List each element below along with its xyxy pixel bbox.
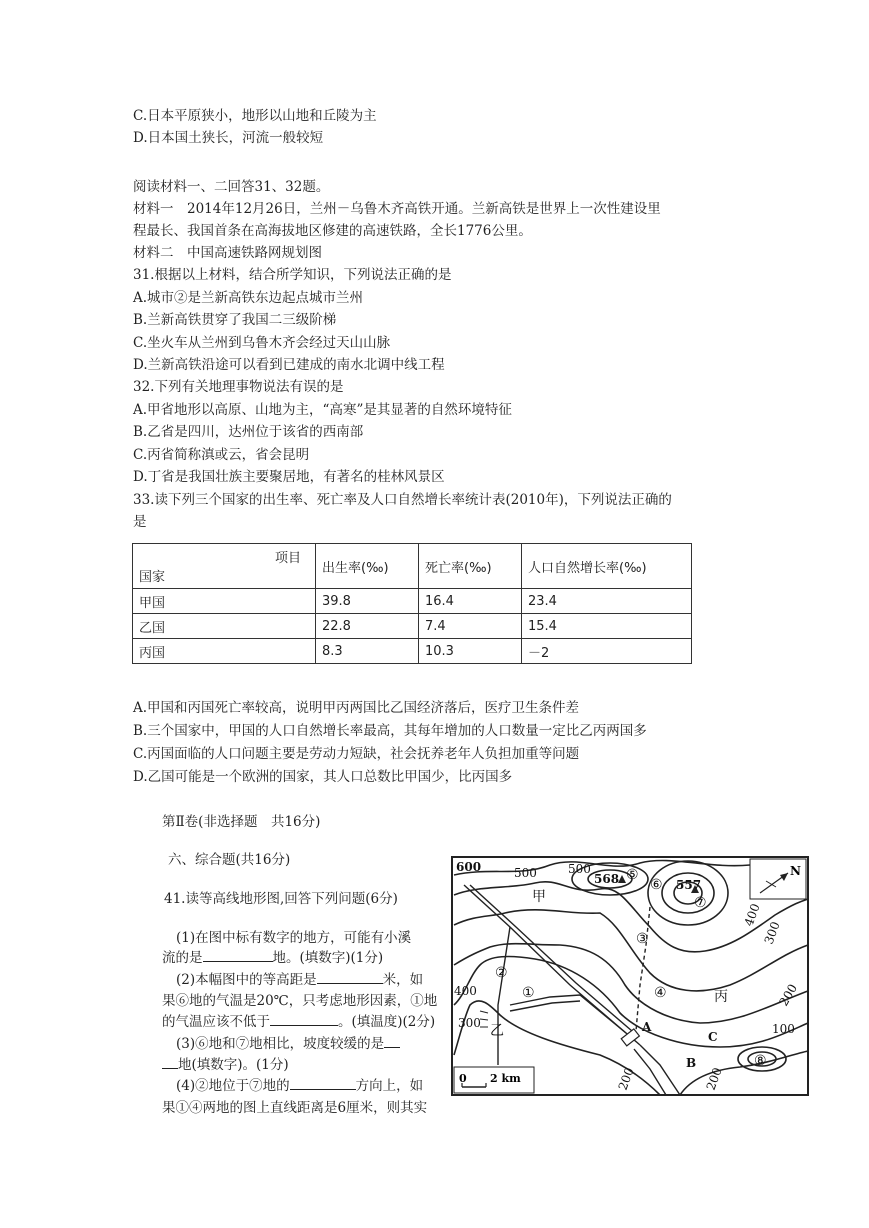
marker-6: ⑥ bbox=[650, 877, 663, 893]
place-jia: 甲 bbox=[532, 889, 546, 905]
question-31: 31.根据以上材料，结合所学知识，下列说法正确的是 bbox=[133, 267, 452, 283]
answer-blank-2[interactable] bbox=[317, 969, 383, 984]
table-header-diagonal bbox=[133, 544, 316, 589]
contour-label: 500 bbox=[568, 862, 591, 876]
peak-elevation: 557 bbox=[676, 878, 702, 892]
marker-2: ② bbox=[495, 965, 508, 981]
contour-label: 500 bbox=[514, 866, 537, 880]
q41-text: 的气温应该不低于 bbox=[162, 1014, 270, 1030]
q41-part3-line2 bbox=[162, 1054, 289, 1076]
table-row bbox=[133, 614, 692, 639]
value-cell: 23.4 bbox=[522, 589, 692, 614]
value-cell: 16.4 bbox=[419, 589, 522, 614]
column-header: 人口自然增长率(‰) bbox=[522, 544, 692, 589]
population-table bbox=[132, 543, 692, 664]
q41-text: (2)本幅图中的等高距是 bbox=[176, 972, 317, 988]
question-41-title: 41.读等高线地形图,回答下列问题(6分) bbox=[164, 891, 398, 907]
option-33d: D.乙国可能是一个欧洲的国家，其人口总数比甲国少，比丙国多 bbox=[133, 769, 513, 785]
contour-map bbox=[450, 855, 812, 1100]
marker-4: ④ bbox=[654, 985, 667, 1001]
q41-part1-line1: (1)在图中标有数字的地方，可能有小溪 bbox=[176, 930, 412, 946]
question-33-cont: 是 bbox=[133, 514, 147, 530]
place-bing: 丙 bbox=[714, 989, 728, 1005]
q41-part4-line2: 果①④两地的图上直线距离是6厘米，则其实 bbox=[162, 1100, 428, 1116]
header-country: 国家 bbox=[139, 570, 166, 585]
question-32: 32.下列有关地理事物说法有误的是 bbox=[133, 379, 344, 395]
header-item: 项目 bbox=[274, 551, 301, 566]
q41-text: 流的是 bbox=[162, 950, 203, 966]
marker-3: ③ bbox=[636, 931, 649, 947]
answer-blank-4b[interactable] bbox=[162, 1054, 178, 1069]
q41-text: 地(填数字)。(1分) bbox=[178, 1057, 289, 1073]
scale-label: 2 km bbox=[490, 1072, 521, 1085]
table-row bbox=[133, 589, 692, 614]
place-b: B bbox=[686, 1056, 697, 1070]
answer-blank-3[interactable] bbox=[270, 1011, 338, 1026]
question-33: 33.读下列三个国家的出生率、死亡率及人口自然增长率统计表(2010年)，下列说法正确的 bbox=[133, 492, 672, 508]
answer-blank-1[interactable] bbox=[203, 947, 273, 962]
column-header: 死亡率(‰) bbox=[419, 544, 522, 589]
option-32c: C.丙省简称滇或云，省会昆明 bbox=[133, 447, 310, 463]
q41-part2-line2: 果⑥地的气温是20℃，只考虑地形因素，①地 bbox=[162, 993, 438, 1009]
q41-text: 。(填温度)(2分) bbox=[338, 1014, 436, 1030]
q41-text: 地。(填数字)(1分) bbox=[272, 950, 384, 966]
contour-label: 400 bbox=[741, 901, 763, 929]
section-2-heading: 第Ⅱ卷(非选择题 共16分) bbox=[162, 814, 321, 830]
value-cell: －2 bbox=[522, 639, 692, 664]
marker-5: ⑤ bbox=[626, 867, 639, 883]
q41-part4-line1 bbox=[176, 1075, 423, 1097]
contour-label: 100 bbox=[772, 1022, 795, 1036]
q41-part2-line1 bbox=[176, 969, 423, 991]
option-33c: C.丙国面临的人口问题主要是劳动力短缺，社会抚养老年人负担加重等问题 bbox=[133, 746, 580, 762]
option-31b: B.兰新高铁贯穿了我国二三级阶梯 bbox=[133, 312, 337, 328]
option-31c: C.坐火车从兰州到乌鲁木齐会经过天山山脉 bbox=[133, 335, 391, 351]
answer-blank-4a[interactable] bbox=[384, 1033, 400, 1048]
option-32d: D.丁省是我国壮族主要聚居地，有著名的桂林风景区 bbox=[133, 469, 445, 485]
column-header: 出生率(‰) bbox=[316, 544, 419, 589]
scale-zero: 0 bbox=[459, 1072, 467, 1085]
material-two: 材料二 中国高速铁路网规划图 bbox=[133, 245, 322, 261]
q41-text: (3)⑥地和⑦地相比，坡度较缓的是 bbox=[176, 1036, 385, 1052]
country-cell: 乙国 bbox=[133, 614, 316, 639]
value-cell: 15.4 bbox=[522, 614, 692, 639]
option-33a: A.甲国和丙国死亡率较高，说明甲丙两国比乙国经济落后，医疗卫生条件差 bbox=[133, 700, 580, 716]
marker-1: ① bbox=[522, 985, 535, 1001]
place-a: A bbox=[642, 1020, 652, 1034]
marker-8: ⑧ bbox=[754, 1053, 767, 1069]
contour-label: 300 bbox=[458, 1016, 481, 1030]
q41-part1-line2 bbox=[162, 947, 383, 969]
q41-part2-line3 bbox=[162, 1011, 435, 1033]
table-row bbox=[133, 639, 692, 664]
contour-label: 200 bbox=[703, 1065, 725, 1093]
contour-label: 200 bbox=[615, 1065, 637, 1093]
contour-label: 600 bbox=[456, 860, 482, 874]
place-c: C bbox=[708, 1030, 718, 1044]
country-cell: 丙国 bbox=[133, 639, 316, 664]
q41-text: 米，如 bbox=[382, 972, 424, 988]
q41-text: (4)②地位于⑦地的 bbox=[176, 1078, 290, 1094]
reading-instruction: 阅读材料一、二回答31、32题。 bbox=[133, 179, 330, 195]
value-cell: 10.3 bbox=[419, 639, 522, 664]
option-d-prev: D.日本国土狭长，河流一般较短 bbox=[133, 130, 324, 146]
north-label: N bbox=[790, 864, 801, 878]
value-cell: 8.3 bbox=[316, 639, 419, 664]
section-6-heading: 六、综合题(共16分) bbox=[168, 852, 291, 868]
material-one-cont: 程最长、我国首条在高海拔地区修建的高速铁路，全长1776公里。 bbox=[133, 223, 532, 239]
contour-label: 200 bbox=[776, 981, 801, 1009]
option-31d: D.兰新高铁沿途可以看到已建成的南水北调中线工程 bbox=[133, 357, 445, 373]
q41-part3-line1 bbox=[176, 1033, 400, 1055]
value-cell: 39.8 bbox=[316, 589, 419, 614]
marker-7: ⑦ bbox=[694, 895, 707, 911]
contour-label: 400 bbox=[454, 984, 477, 998]
value-cell: 7.4 bbox=[419, 614, 522, 639]
place-yi: 乙 bbox=[490, 1023, 504, 1039]
option-33b: B.三个国家中，甲国的人口自然增长率最高，其每年增加的人口数量一定比乙丙两国多 bbox=[133, 723, 647, 739]
option-32b: B.乙省是四川，达州位于该省的西南部 bbox=[133, 424, 364, 440]
option-31a: A.城市②是兰新高铁东边起点城市兰州 bbox=[133, 290, 364, 306]
option-32a: A.甲省地形以高原、山地为主，“高寒”是其显著的自然环境特征 bbox=[133, 402, 512, 418]
q41-text: 方向上，如 bbox=[355, 1078, 424, 1094]
material-one: 材料一 2014年12月26日，兰州－乌鲁木齐高铁开通。兰新高铁是世界上一次性建设里 bbox=[133, 201, 661, 217]
value-cell: 22.8 bbox=[316, 614, 419, 639]
country-cell: 甲国 bbox=[133, 589, 316, 614]
contour-label: 300 bbox=[761, 919, 783, 947]
answer-blank-5[interactable] bbox=[290, 1075, 356, 1090]
peak-elevation: 568 bbox=[594, 872, 620, 886]
option-31c-prev: C.日本平原狭小，地形以山地和丘陵为主 bbox=[133, 108, 377, 124]
